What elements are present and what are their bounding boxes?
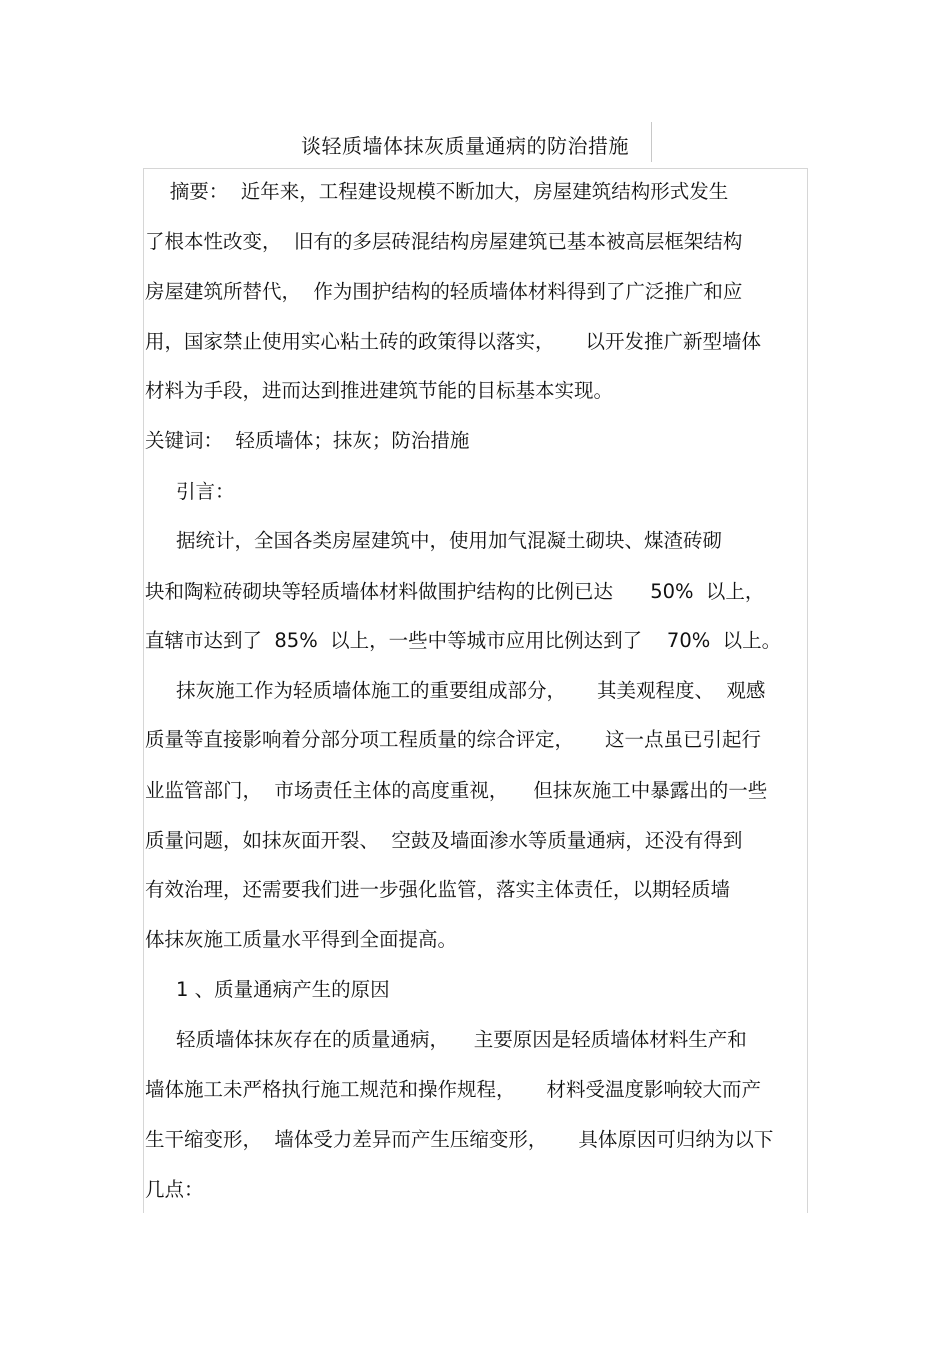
text-line: 轻质墙体抹灰存在的质量通病， 主要原因是轻质墙体材料生产和 [145,1028,747,1051]
document-title: 谈轻质墙体抹灰质量通病的防治措施 [301,134,629,158]
text-line: 块和陶粒砖砌块等轻质墙体材料做围护结构的比例已达 50% 以上， [145,580,765,603]
text-line: 材料为手段，进而达到推进建筑节能的目标基本实现。 [145,379,614,402]
text-line: 直辖市达到了 85% 以上，一些中等城市应用比例达到了 70% 以上。 [145,629,782,652]
text-line: 关键词： 轻质墙体；抹灰；防治措施 [145,429,470,452]
text-line: 摘要： 近年来，工程建设规模不断加大，房屋建筑结构形式发生 [145,180,729,203]
text-line: 1 、质量通病产生的原因 [145,978,390,1001]
text-line: 业监管部门， 市场责任主体的高度重视， 但抹灰施工中暴露出的一些 [145,779,768,802]
text-line: 了根本性改变， 旧有的多层砖混结构房屋建筑已基本被高层框架结构 [145,230,743,253]
text-line: 有效治理，还需要我们进一步强化监管，落实主体责任，以期轻质墙 [145,878,731,901]
text-line: 体抹灰施工质量水平得到全面提高。 [145,928,458,951]
text-frame-right-border [807,168,808,1213]
title-divider [651,122,652,162]
text-frame-left-border [143,168,144,1213]
text-line: 质量问题，如抹灰面开裂、 空鼓及墙面渗水等质量通病，还没有得到 [145,829,743,852]
text-line: 用，国家禁止使用实心粘土砖的政策得以落实， 以开发推广新型墙体 [145,330,761,353]
text-line: 墙体施工未严格执行施工规范和操作规程， 材料受温度影响较大而产 [145,1078,761,1101]
text-line: 抹灰施工作为轻质墙体施工的重要组成部分， 其美观程度、 观感 [145,679,766,702]
text-frame-top-border [143,168,808,169]
text-line: 几点： [145,1178,204,1201]
text-line: 质量等直接影响着分部分项工程质量的综合评定， 这一点虽已引起行 [145,728,761,751]
text-line: 引言： [145,480,235,503]
text-line: 房屋建筑所替代， 作为围护结构的轻质墙体材料得到了广泛推广和应 [145,280,743,303]
text-line: 生干缩变形， 墙体受力差异而产生压缩变形， 具体原因可归纳为以下 [145,1128,774,1151]
text-line: 据统计，全国各类房屋建筑中，使用加气混凝土砌块、煤渣砖砌 [145,529,722,552]
